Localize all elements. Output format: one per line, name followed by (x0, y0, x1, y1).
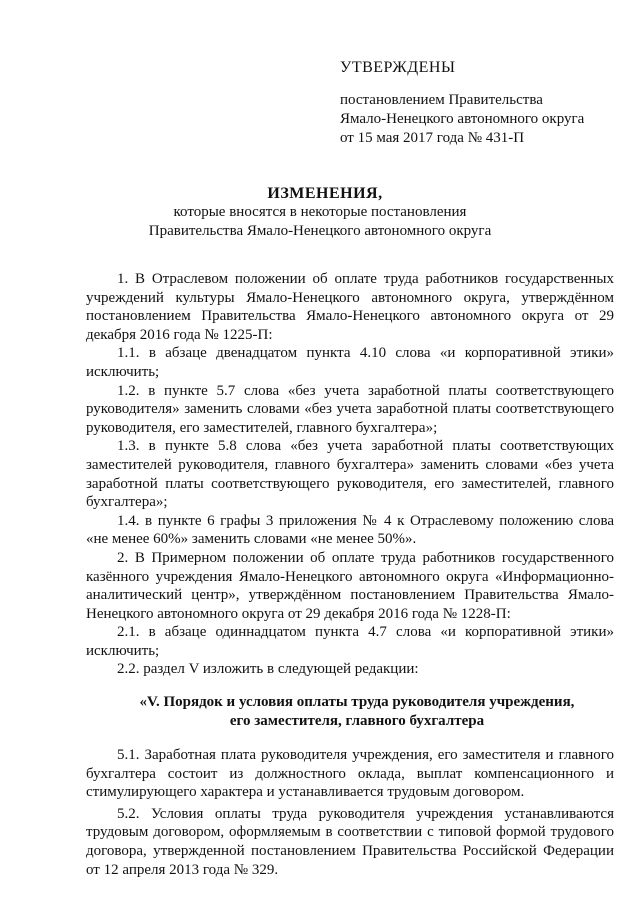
paragraph: 1. В Отраслевом положении об оплате труда работников государственных учреждений культуры Ямало-Ненецкого автономного округа, утверждённом постановлением Правительства Ямало-Ненецкого автономного округа от 29 декабря 2016 года № 1225-П: (86, 271, 614, 343)
section-title-line: его заместителя, главного бухгалтера (229, 713, 485, 730)
approval-block (340, 58, 630, 148)
paragraph: 1.3. в пункте 5.8 слова «без учета заработной платы соответствующих заместителей руководителя, главного бухгалтера» заменить словами «без учета заработной платы соответствующего руководителя, его заместителей, главного бухгалтера»; (86, 438, 614, 511)
document-body (86, 270, 614, 879)
approval-line: постановлением Правительства (340, 92, 543, 108)
section-title (86, 693, 614, 731)
paragraph: 5.2. Условия оплаты труда руководителя учреждения устанавливаются трудовым договором, оформляемым в соответствии с типовой формой трудового договора, утвержденной постановлением Правительства Российской Федерации от 12 апреля 2013 года № 329. (86, 805, 614, 878)
approval-line: Ямало-Ненецкого автономного округа (340, 111, 585, 127)
document-subtitle-line: которые вносятся в некоторые постановления (173, 204, 467, 220)
approval-line: от 15 мая 2017 года № 431-П (340, 130, 525, 146)
paragraph: 2. В Примерном положении об оплате труда работников государственного казённого учреждения Ямало-Ненецкого автономного округа «Информационно-аналитический центр», утверждённом постановлением Правительства Ямало-Ненецкого автономного округа от 29 декабря 2016 года № 1228-П: (86, 549, 614, 622)
document-title: ИЗМЕНЕНИЯ, (267, 185, 383, 202)
paragraph: 1.2. в пункте 5.7 слова «без учета заработной платы соответствующего руководителя» заменить словами «без учета заработной платы соответствующего руководителя, его заместителей, главного бухгалтера»; (86, 382, 614, 436)
paragraph: 1.4. в пункте 6 графы 3 приложения № 4 к Отраслевому положению слова «не менее 60%» заменить словами «не менее 50%». (86, 512, 614, 548)
paragraph: 2.1. в абзаце одиннадцатом пункта 4.7 слова «и корпоративной этики» исключить; (86, 624, 614, 659)
document-heading (0, 184, 640, 241)
paragraph: 5.1. Заработная плата руководителя учреждения, его заместителя и главного бухгалтера состоит из должностного оклада, выплат компенсационного и стимулирующего характера и устанавливается трудовым договором. (86, 747, 614, 801)
document-subtitle-line: Правительства Ямало-Ненецкого автономного округа (148, 223, 492, 239)
paragraph: 2.2. раздел V изложить в следующей редакции: (117, 661, 419, 678)
section-title-line: «V. Порядок и условия оплаты труда руководителя учреждения, (139, 694, 575, 711)
paragraph: 1.1. в абзаце двенадцатом пункта 4.10 слова «и корпоративной этики» исключить; (86, 345, 614, 380)
approval-stamp: УТВЕРЖДЕНЫ (340, 59, 456, 76)
